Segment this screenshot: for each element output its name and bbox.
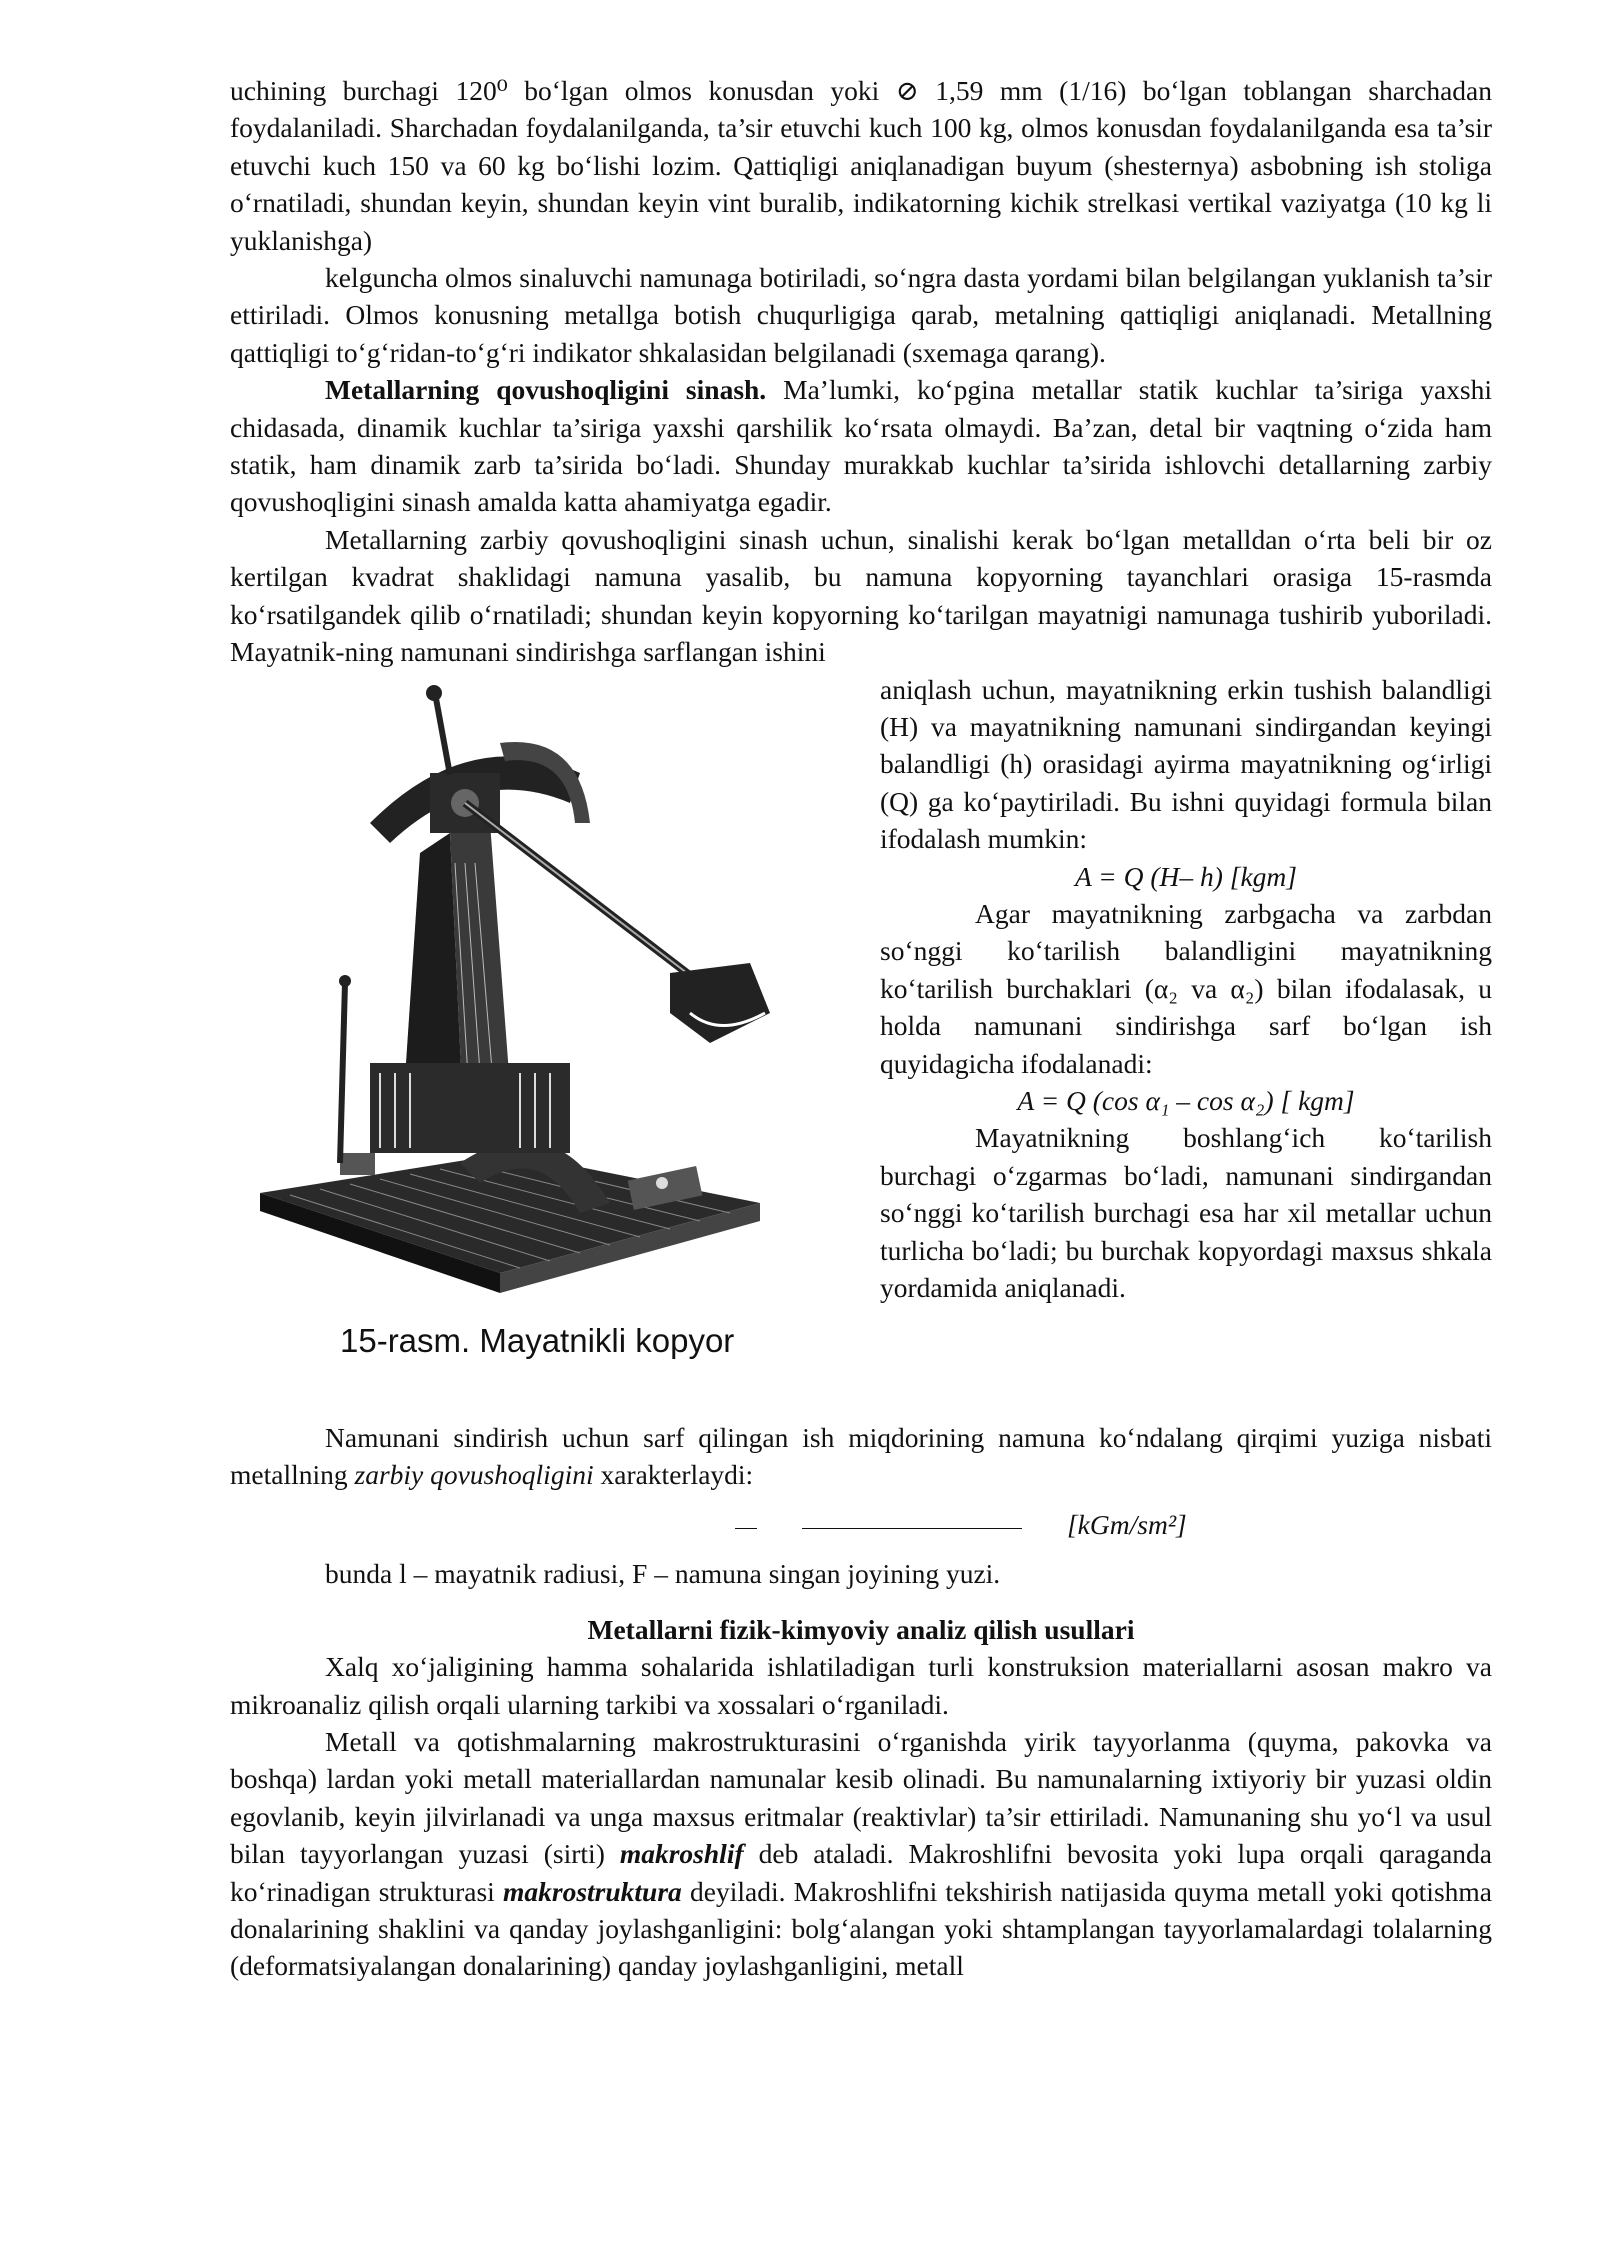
paragraph-8: Metall va qotishmalarning makrostrukturasini o‘rganishda yirik tayyorlanma (quyma, pakovka va boshqa) lardan yoki metall materiallardan namunalar kesib olinadi. Bu namunalarning ixtiyoriy bir yuzasi oldin egovlanib, keyin jilvirlanadi va unga maxsus eritmalar (reaktivlar) ta’sir ettiriladi. Namunaning shu yo‘l va usul bilan tayyorlangan yuzasi (sirti) makroshlif deb ataladi. Makroshlifni bevosita yoki lupa orqali qaraganda ko‘rinadigan strukturasi makrostruktura deyiladi. Makroshlifni tekshirish natijasida quyma metall yoki qotishma donalarining shaklini va qanday joylashganligini: bolg‘alangan yoki shtamplangan tayyorlamalardagi tolalarning (deformatsiyalangan donalarining) qanday joylashganligini, metall bbox=[230, 1725, 1492, 1982]
fraction-dash bbox=[735, 1528, 757, 1529]
paragraph-5: Namunani sindirish uchun sarf qilingan ish miqdorining namuna ko‘ndalang qirqimi yuziga nisbati metallning zarbiy qovushoqligini xarakterlaydi: bbox=[230, 1421, 1492, 1490]
formula-work-height: A = Q (H– h) [kgm] bbox=[1075, 860, 1297, 892]
term-makrostruktura: makrostruktura bbox=[502, 1875, 682, 1907]
term-makroshlif: makroshlif bbox=[619, 1838, 744, 1870]
paragraph-1: uchining burchagi 120⁰ bo‘lgan olmos konusdan yoki ⊘ 1,59 mm (1/16) bo‘lgan toblangan sharchadan foydalaniladi. Sharchadan foydalanilganda, ta’sir etuvchi kuch 100 kg, olmos konusdan foydalanilganda esa ta’sir etuvchi kuch 150 va 60 kg bo‘lishi lozim. Qattiqligi aniqlanadigan buyum (shesternya) asbobning ish stoliga o‘rnatiladi, shundan keyin, shundan keyin vint buralib, indikatorning kichik strelkasi vertikal vaziyatga (10 kg li yuklanishga) bbox=[230, 75, 1492, 256]
formula-unit: [kGm/sm²] bbox=[1066, 1509, 1187, 1541]
pendulum-impact-tester-illustration bbox=[250, 683, 850, 1303]
figure-15 bbox=[230, 671, 870, 1391]
figure-caption: 15-rasm. Mayatnikli kopyor bbox=[340, 1321, 735, 1359]
paragraph-6: bunda l – mayatnik radiusi, F – namuna singan joyining yuzi. bbox=[325, 1558, 1001, 1590]
right-column-text bbox=[880, 671, 1492, 1307]
formula-impact-toughness bbox=[230, 1499, 1492, 1551]
right-paragraph-3: Mayatnikning boshlang‘ich ko‘tarilish burchagi o‘zgarmas bo‘ladi, namunani sindirgandan so‘nggi ko‘tarilish burchagi esa har xil metallar uchun turlicha bo‘ladi; bu burchak kopyordagi maxsus shkala yordamida aniqlanadi. bbox=[880, 1122, 1492, 1303]
formula-work-angle: A = Q (cos α₁ – cos α₂) [ kgm] bbox=[1017, 1084, 1355, 1116]
paragraph-7: Xalq xo‘jaligining hamma sohalarida ishlatiladigan turli konstruksion materiallarni asosan makro va mikroanaliz qilish orqali ularning tarkibi va xossalari o‘rganiladi. bbox=[230, 1651, 1492, 1720]
figure-and-text-block bbox=[230, 671, 1492, 1419]
section-heading: Metallarni fizik-kimyoviy analiz qilish usullari bbox=[587, 1613, 1135, 1645]
paragraph-2: kelguncha olmos sinaluvchi namunaga botiriladi, so‘ngra dasta yordami bilan belgilangan yuklanish ta’sir ettiriladi. Olmos konusning metallga botish chuqurligiga qarab, metalning qattiqligi aniqlanadi. Metallning qattiqligi to‘g‘ridan-to‘g‘ri indikator shkalasidan belgilanadi (sxemaga qarang). bbox=[230, 262, 1492, 368]
paragraph-3: Metallarning qovushoqligini sinash. Ma’lumki, ko‘pgina metallar statik kuchlar ta’siriga yaxshi chidasada, dinamik kuchlar ta’siriga yaxshi qarshilik ko‘rsata olmaydi. Ba’zan, detal bir vaqtning o‘zida ham statik, ham dinamik zarb ta’sirida bo‘ladi. Shunday murakkab kuchlar ta’sirida ishlovchi detallarning zarbiy qovushoqligini sinash amalda katta ahamiyatga egadir. bbox=[230, 374, 1492, 518]
section-title-impact: Metallarning qovushoqligini sinash. bbox=[325, 374, 767, 406]
right-paragraph-1: aniqlash uchun, mayatnikning erkin tushish balandligi (H) va mayatnikning namunani sindirgandan keyingi balandligi (h) orasidagi ayirma mayatnikning og‘irligi (Q) ga ko‘paytiriladi. Bu ishni quyidagi formula bilan ifodalash mumkin: bbox=[880, 673, 1492, 855]
term-zarbiy-qovushoqlik: zarbiy qovushoqligini bbox=[354, 1458, 594, 1490]
paragraph-4: Metallarning zarbiy qovushoqligini sinash uchun, sinalishi kerak bo‘lgan metalldan o‘rta beli bir oz kertilgan kvadrat shaklidagi namuna yasalib, bu namuna kopyorning tayanchlari orasiga 15-rasmda ko‘rsatilgandek qilib o‘rnatiladi; shundan keyin kopyorning ko‘tarilgan mayatnigi namunaga tushirib yuboriladi. Mayatnik-ning namunani sindirishga sarflangan ishini bbox=[230, 523, 1492, 668]
document-page bbox=[230, 72, 1492, 1985]
fraction-bar bbox=[802, 1528, 1022, 1529]
right-paragraph-2: Agar mayatnikning zarbgacha va zarbdan so‘nggi ko‘tarilish balandligini mayatnikning ko‘tarilish burchaklari (α₂ va α₂) bilan ifodalasak, u holda namunani sindirishga sarf bo‘lgan ish quyidagicha ifodalanadi: bbox=[880, 897, 1492, 1079]
